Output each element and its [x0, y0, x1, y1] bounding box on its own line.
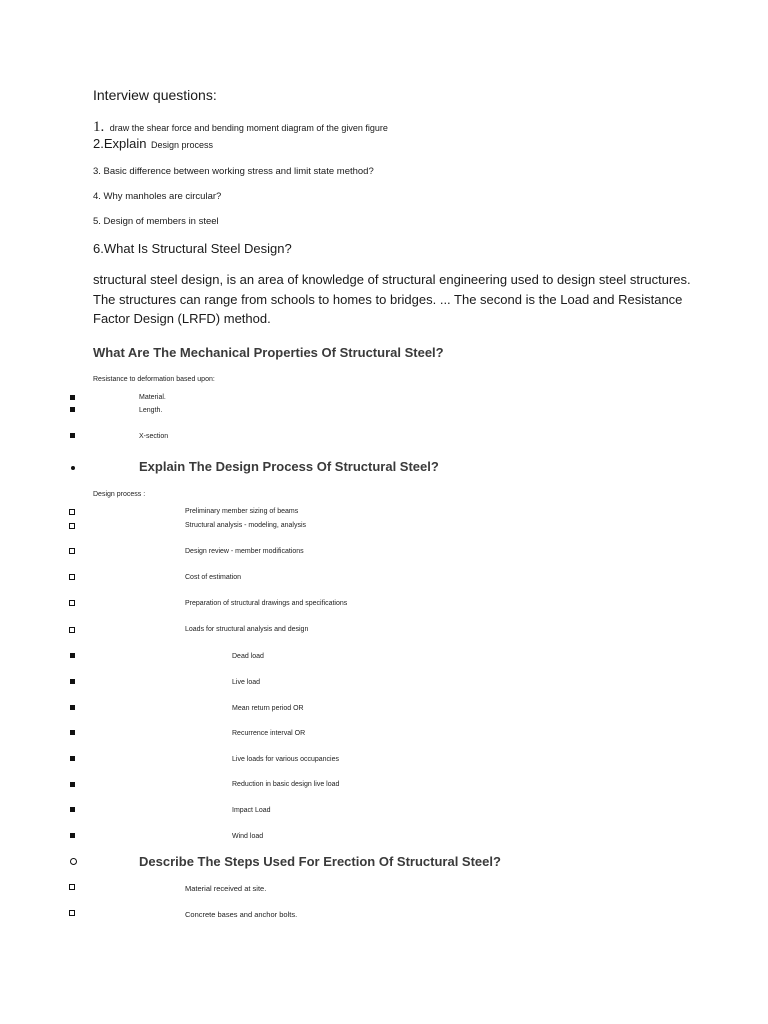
mech-item: Material.: [139, 394, 166, 401]
square-bullet-icon: [70, 705, 75, 710]
erection-heading: Describe The Steps Used For Erection Of Structural Steel?: [139, 854, 501, 869]
square-bullet-icon: [70, 833, 75, 838]
design-step: Structural analysis - modeling, analysis: [185, 522, 306, 529]
design-step: Preparation of structural drawings and specifications: [185, 600, 348, 607]
question-2-text: Design process: [151, 140, 214, 150]
load-item: Recurrence interval OR: [232, 730, 306, 737]
checkbox-bullet-icon: [69, 627, 75, 633]
question-1-number: 1.: [93, 119, 105, 135]
square-bullet-icon: [70, 756, 75, 761]
erection-step: Concrete bases and anchor bolts.: [185, 910, 298, 919]
design-step: Loads for structural analysis and design: [185, 626, 309, 633]
load-item: Impact Load: [232, 807, 271, 814]
checkbox-bullet-icon: [69, 523, 75, 529]
question-1: [93, 119, 388, 136]
question-4: 4. Why manholes are circular?: [93, 191, 222, 202]
question-3: 3. Basic difference between working stress and limit state method?: [93, 166, 374, 177]
square-bullet-icon: [70, 679, 75, 684]
checkbox-bullet-icon: [69, 910, 75, 916]
checkbox-bullet-icon: [69, 574, 75, 580]
design-step: Preliminary member sizing of beams: [185, 508, 299, 515]
question-1-text: draw the shear force and bending moment diagram of the given figure: [109, 123, 388, 133]
load-item: Mean return period OR: [232, 705, 304, 712]
load-item: Dead load: [232, 653, 264, 660]
circle-bullet-icon: [70, 858, 77, 865]
design-step: Design review - member modifications: [185, 548, 304, 555]
design-process-heading: Explain The Design Process Of Structural Steel?: [139, 459, 439, 474]
square-bullet-icon: [70, 807, 75, 812]
checkbox-bullet-icon: [69, 884, 75, 890]
mech-item: Length.: [139, 407, 163, 414]
page-heading: Interview questions:: [93, 87, 217, 103]
checkbox-bullet-icon: [69, 600, 75, 606]
question-2: [93, 136, 213, 151]
mechanical-intro: Resistance to deformation based upon:: [93, 376, 215, 383]
square-bullet-icon: [70, 730, 75, 735]
design-step: Cost of estimation: [185, 574, 242, 581]
load-item: Wind load: [232, 833, 264, 840]
load-item: Reduction in basic design live load: [232, 781, 340, 788]
mechanical-properties-heading: What Are The Mechanical Properties Of Structural Steel?: [93, 345, 444, 360]
question-2-number: 2.Explain: [93, 136, 147, 151]
square-bullet-icon: [70, 653, 75, 658]
round-bullet-icon: [71, 466, 75, 470]
square-bullet-icon: [70, 782, 75, 787]
square-bullet-icon: [70, 407, 75, 412]
mech-item: X-section: [139, 433, 169, 440]
checkbox-bullet-icon: [69, 509, 75, 515]
load-item: Live loads for various occupancies: [232, 756, 340, 763]
erection-step: Material received at site.: [185, 884, 267, 893]
question-5: 5. Design of members in steel: [93, 216, 219, 227]
square-bullet-icon: [70, 433, 75, 438]
load-item: Live load: [232, 679, 261, 686]
square-bullet-icon: [70, 395, 75, 400]
design-intro: Design process :: [93, 491, 146, 498]
checkbox-bullet-icon: [69, 548, 75, 554]
question-6: 6.What Is Structural Steel Design?: [93, 241, 292, 256]
answer-paragraph: structural steel design, is an area of knowledge of structural engineering used to design steel structures. The structures can range from schools to homes to bridges. ... The second is the Load and Resistance Factor Design (LRFD) method.: [93, 272, 691, 326]
